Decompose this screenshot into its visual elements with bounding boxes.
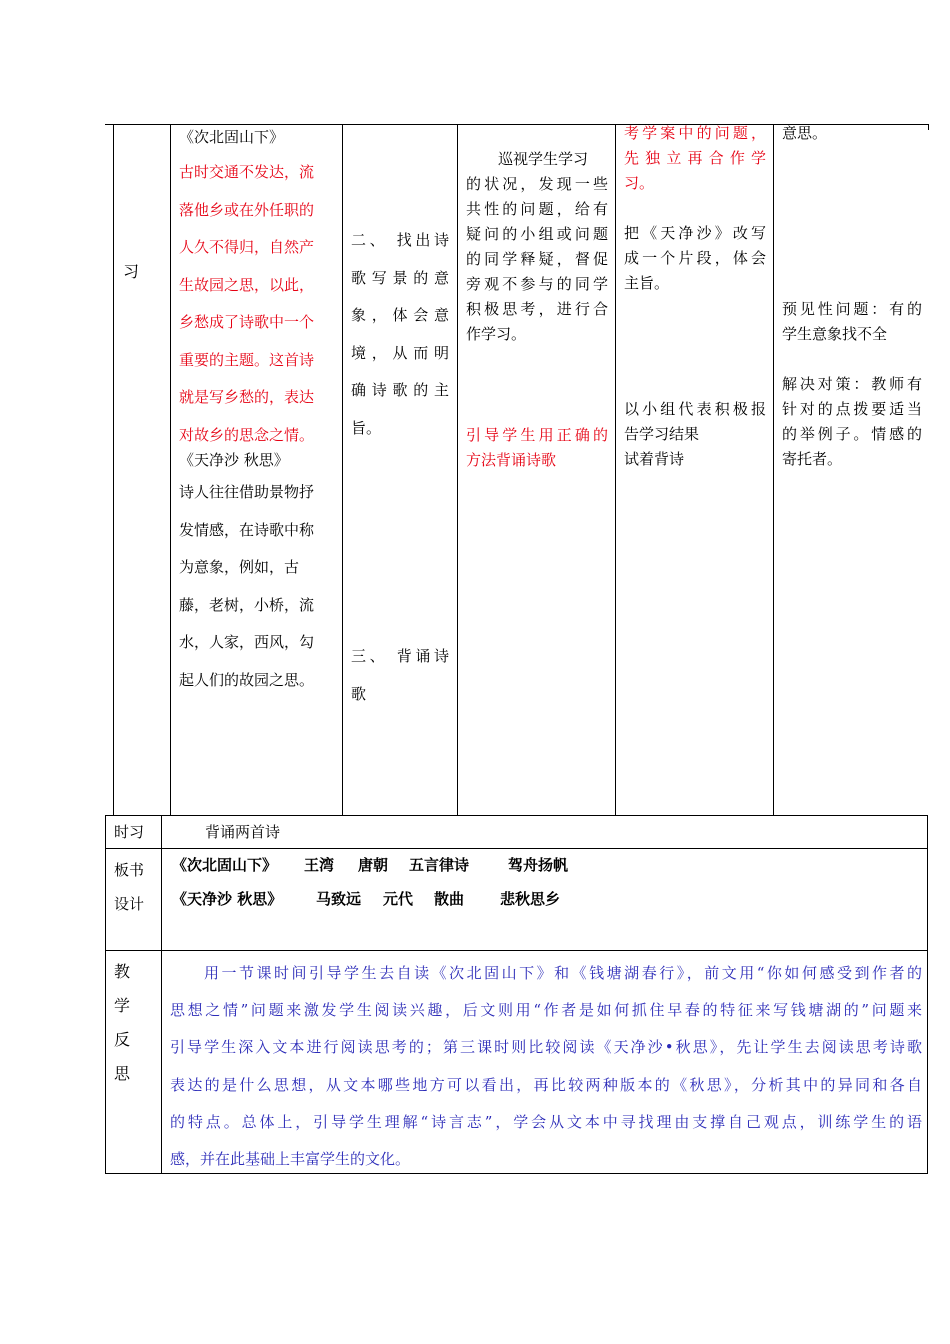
text-line: 告学习结果	[624, 425, 700, 443]
notes-top: 意思。	[782, 124, 828, 142]
board-cell: 散曲	[434, 890, 465, 908]
content-column	[179, 126, 335, 699]
text-line: 考学案中的问题，	[624, 124, 766, 142]
text-line: 二、 找出诗	[351, 231, 449, 249]
text-line: 主旨。	[624, 274, 670, 292]
teacher-guidance	[466, 423, 608, 473]
homework-label: 时习	[114, 823, 145, 841]
text-line: 旨。	[351, 418, 382, 437]
text-line: 把《天净沙》改写	[624, 224, 766, 242]
text-line: 用一节课时间引导学生去自读《次北固山下》和《钱塘湖春行》，前文用“你如何感受到作者的	[204, 964, 922, 982]
solution	[782, 372, 922, 472]
text-line: 歌	[351, 684, 367, 703]
text-line: 试着背诗	[624, 450, 685, 468]
text-line: 象，体会意	[351, 306, 449, 324]
text-line: 境，从而明	[351, 343, 449, 362]
board-row-2	[0, 887, 950, 911]
text-line: 就是写乡愁的，表达	[179, 388, 315, 406]
text-line: 教	[114, 962, 131, 981]
anticipated-problem	[782, 297, 922, 347]
text-line: 的举例子。情感的	[782, 425, 922, 443]
text-line: 歌写景的意	[351, 268, 449, 287]
text-line: 诗人往往借助景物抒	[179, 483, 315, 501]
text-line: 的同学释疑，督促	[466, 250, 608, 268]
text-line: 思	[114, 1064, 131, 1083]
text-line: 起人们的故园之思。	[179, 670, 315, 689]
text-line: 乡愁成了诗歌中一个	[179, 313, 315, 331]
text-line: 疑问的小组或问题	[466, 225, 608, 243]
poem-title-cibeigushan: 《次北固山下》	[179, 128, 285, 146]
board-cell: 悲秋思乡	[500, 890, 561, 908]
teacher-activity-column	[466, 147, 608, 347]
text-line: 对故乡的思念之情。	[179, 425, 315, 444]
board-cell: 马致远	[316, 890, 362, 908]
text-line: 方法背诵诗歌	[466, 451, 557, 469]
text-line: 思想之情”问题来激发学生阅读兴趣，后文则用“作者是如何抓住早春的特征来写钱塘湖的”问题来	[170, 1001, 922, 1020]
board-cell: 唐朝	[358, 856, 389, 874]
text-line: 学生意象找不全	[782, 325, 888, 343]
text-line: 习。	[624, 174, 655, 192]
text-line: 成一个片段，体会	[624, 249, 766, 267]
student-activity-column	[624, 121, 766, 196]
text-line: 设计	[114, 895, 145, 913]
poem-title-tianjingsha: 《天净沙 秋思》	[179, 451, 289, 469]
text-line: 以小组代表积极报	[624, 400, 766, 418]
text-line: 藤，老树，小桥，流	[179, 595, 315, 614]
text-line: 引导学生深入文本进行阅读思考的；第三课时则比较阅读《天净沙•秋思》，先让学生去阅读思考诗歌	[170, 1038, 922, 1057]
text-line: 针对的点拨要适当	[782, 400, 922, 418]
text-line: 人久不得归，自然产	[179, 238, 315, 256]
text-line: 落他乡或在外任职的	[179, 200, 315, 219]
text-line: 引导学生用正确的	[466, 426, 608, 444]
homework-content: 背诵两首诗	[205, 823, 281, 841]
reflection-content	[170, 955, 922, 1178]
text-line: 的特点。总体上，引导学生理解“诗言志”，学会从文本中寻找理由支撑自己观点，训练学生的语	[170, 1112, 922, 1131]
text-line: 板书	[114, 861, 145, 879]
student-report	[624, 397, 766, 472]
board-cell: 王湾	[304, 856, 335, 874]
text-line: 学	[114, 996, 131, 1015]
text-line: 反	[114, 1030, 131, 1049]
stage-label: 习	[123, 262, 140, 281]
text-line: 旁观不参与的同学	[466, 275, 608, 293]
steps-column	[351, 222, 449, 447]
board-row-1	[0, 853, 950, 877]
text-line: 古时交通不发达，流	[179, 163, 315, 181]
text-line: 三、 背诵诗	[351, 647, 449, 665]
text-line: 先独立再合作学	[624, 149, 766, 167]
text-line: 巡视学生学习	[498, 150, 589, 168]
text-line: 寄托者。	[782, 450, 843, 468]
text-line: 预见性问题：有的	[782, 300, 922, 318]
board-cell: 《次北固山下》	[172, 856, 278, 874]
text-line: 生故园之思，以此，	[179, 275, 315, 294]
text-line: 发情感，在诗歌中称	[179, 520, 315, 539]
text-line: 感，并在此基础上丰富学生的文化。	[170, 1150, 411, 1169]
text-line: 确诗歌的主	[351, 381, 449, 399]
text-line: 重要的主题。这首诗	[179, 350, 315, 369]
text-line: 共性的问题，给有	[466, 200, 608, 218]
text-line: 作学习。	[466, 325, 527, 343]
text-line: 为意象，例如，古	[179, 558, 300, 576]
text-line: 表达的是什么思想，从文本哪些地方可以看出，再比较两种版本的《秋思》，分析其中的异同和各自	[170, 1075, 922, 1094]
text-line: 积极思考，进行合	[466, 300, 608, 318]
text-line: 的状况，发现一些	[466, 175, 608, 193]
text-line: 水，人家，西风，勾	[179, 633, 315, 651]
text-line: 解决对策：教师有	[782, 375, 922, 393]
board-cell: 元代	[383, 890, 414, 908]
step3-text	[351, 638, 449, 713]
student-task	[624, 221, 766, 296]
reflection-label	[114, 955, 130, 1091]
board-cell: 《天净沙 秋思》	[172, 890, 283, 908]
board-cell: 五言律诗	[409, 856, 470, 874]
board-cell: 驾舟扬帆	[508, 856, 569, 874]
